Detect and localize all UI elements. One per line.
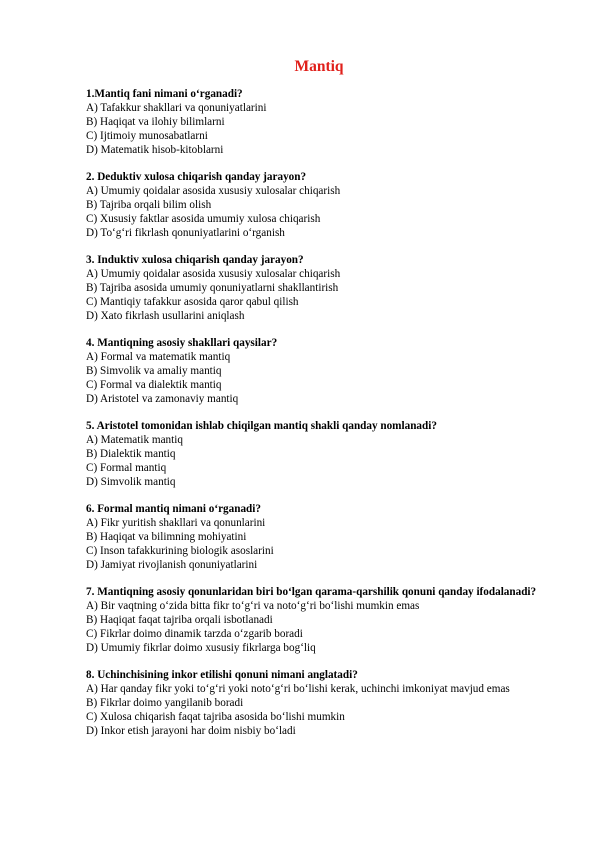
answer-option: B) Haqiqat va ilohiy bilimlarni xyxy=(86,115,225,128)
answer-option: A) Har qanday fikr yoki to‘g‘ri yoki noto‘g‘ri bo‘lishi kerak, uchinchi imkoniyat mavjud emas xyxy=(86,682,510,695)
question-block xyxy=(86,171,554,240)
question-text: 5. Aristotel tomonidan ishlab chiqilgan mantiq shakli qanday nomlanadi? xyxy=(86,420,437,433)
question-block xyxy=(86,586,554,655)
question-block xyxy=(86,337,554,406)
question-text: 4. Mantiqning asosiy shakllari qaysilar? xyxy=(86,337,278,350)
question-list xyxy=(86,88,554,752)
answer-option: B) Simvolik va amaliy mantiq xyxy=(86,364,222,377)
question-block xyxy=(86,669,554,738)
answer-option: A) Bir vaqtning o‘zida bitta fikr to‘g‘ri va noto‘g‘ri bo‘lishi mumkin emas xyxy=(86,599,420,612)
question-text: 2. Deduktiv xulosa chiqarish qanday jarayon? xyxy=(86,171,307,184)
answer-option: D) Umumiy fikrlar doimo xususiy fikrlarga bog‘liq xyxy=(86,641,316,654)
question-block xyxy=(86,420,554,489)
answer-option: D) Inkor etish jarayoni har doim nisbiy bo‘ladi xyxy=(86,724,296,737)
answer-option: A) Formal va matematik mantiq xyxy=(86,350,231,363)
answer-option: C) Formal mantiq xyxy=(86,461,167,474)
answer-option: C) Fikrlar doimo dinamik tarzda o‘zgarib boradi xyxy=(86,627,303,640)
answer-option: B) Dialektik mantiq xyxy=(86,447,176,460)
answer-option: A) Tafakkur shakllari va qonuniyatlarini xyxy=(86,101,267,114)
question-text: 3. Induktiv xulosa chiqarish qanday jarayon? xyxy=(86,254,304,267)
answer-option: D) Matematik hisob-kitoblarni xyxy=(86,143,224,156)
answer-option: B) Tajriba orqali bilim olish xyxy=(86,198,212,211)
answer-option: C) Ijtimoiy munosabatlarni xyxy=(86,129,208,142)
question-text: 1.Mantiq fani nimani o‘rganadi? xyxy=(86,88,243,100)
question-block xyxy=(86,503,554,572)
answer-option: D) Aristotel va zamonaviy mantiq xyxy=(86,392,239,405)
answer-option: D) Xato fikrlash usullarini aniqlash xyxy=(86,309,245,322)
answer-option: B) Haqiqat faqat tajriba orqali isbotlanadi xyxy=(86,613,273,626)
question-text: 7. Mantiqning asosiy qonunlaridan biri bo‘lgan qarama-qarshilik qonuni qanday ifodalanadi? xyxy=(86,586,537,599)
answer-option: B) Tajriba asosida umumiy qonuniyatlarni shakllantirish xyxy=(86,281,339,294)
answer-option: C) Xususiy faktlar asosida umumiy xulosa chiqarish xyxy=(86,212,321,225)
answer-option: A) Matematik mantiq xyxy=(86,433,183,446)
question-text: 8. Uchinchisining inkor etilishi qonuni nimani anglatadi? xyxy=(86,669,358,682)
answer-option: C) Xulosa chiqarish faqat tajriba asosida bo‘lishi mumkin xyxy=(86,710,345,723)
answer-option: A) Fikr yuritish shakllari va qonunlarini xyxy=(86,516,266,529)
answer-option: C) Inson tafakkurining biologik asoslarini xyxy=(86,544,274,557)
question-block xyxy=(86,88,554,157)
answer-option: D) Jamiyat rivojlanish qonuniyatlarini xyxy=(86,558,258,571)
answer-option: D) Simvolik mantiq xyxy=(86,475,176,488)
answer-option: D) To‘g‘ri fikrlash qonuniyatlarini o‘rganish xyxy=(86,226,285,239)
answer-option: C) Formal va dialektik mantiq xyxy=(86,378,222,391)
answer-option: B) Fikrlar doimo yangilanib boradi xyxy=(86,696,244,709)
page-title: Mantiq xyxy=(294,58,344,75)
answer-option: C) Mantiqiy tafakkur asosida qaror qabul qilish xyxy=(86,295,299,308)
answer-option: B) Haqiqat va bilimning mohiyatini xyxy=(86,530,247,543)
answer-option: A) Umumiy qoidalar asosida xususiy xulosalar chiqarish xyxy=(86,267,341,280)
answer-option: A) Umumiy qoidalar asosida xususiy xulosalar chiqarish xyxy=(86,184,341,197)
question-text: 6. Formal mantiq nimani o‘rganadi? xyxy=(86,503,261,516)
question-block xyxy=(86,254,554,323)
